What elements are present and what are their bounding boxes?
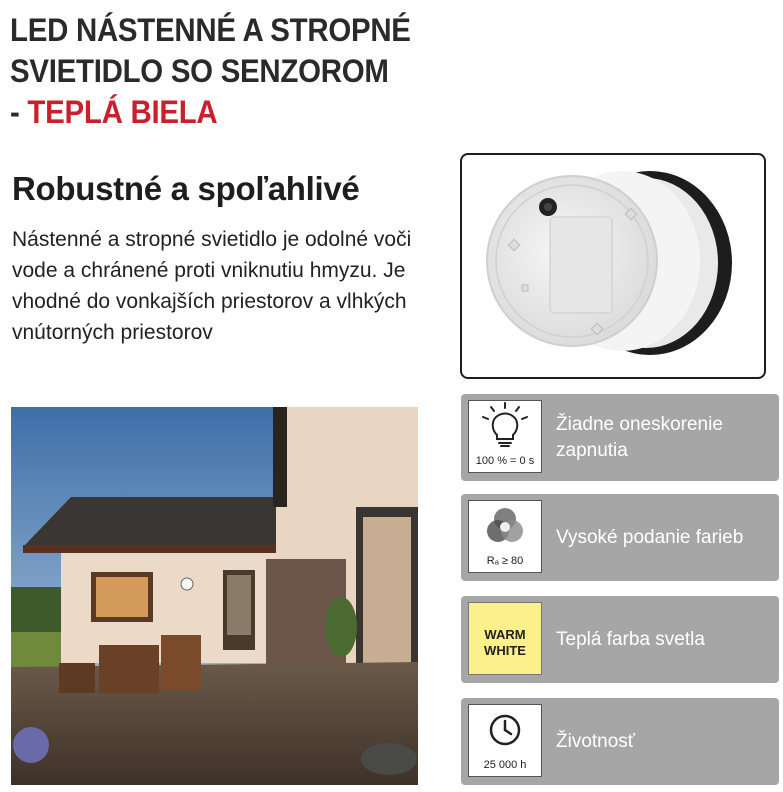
title-accent: TEPLÁ BIELA (27, 94, 218, 130)
page-title (10, 10, 424, 133)
feature-instant-on (461, 394, 779, 481)
warm-white-badge (468, 602, 542, 675)
bulb-icon (469, 401, 541, 451)
title-line-2: SVIETIDLO SO SENZOROM (10, 53, 389, 89)
color-rendering-icon (469, 501, 541, 551)
warm-white-text (469, 627, 541, 659)
warm-text-line1: WARM (484, 627, 526, 642)
clock-icon (469, 705, 541, 755)
title-line-3 (10, 92, 424, 133)
feature-label (556, 494, 776, 581)
feature-label-line1: Žiadne oneskorenie (556, 413, 723, 435)
lamp-illustration (462, 155, 764, 377)
title-line-1: LED NÁSTENNÉ A STROPNÉ (10, 12, 411, 48)
section-heading: Robustné a spoľahlivé (12, 170, 360, 207)
feature-label-line1: Vysoké podanie farieb (556, 526, 744, 548)
product-image (460, 153, 766, 379)
feature-lifetime (461, 698, 779, 785)
feature-icon-box (468, 500, 542, 573)
feature-warm-light (461, 596, 779, 683)
feature-label-line2: zapnutia (556, 439, 628, 461)
feature-label (556, 596, 776, 683)
feature-color-rendering (461, 494, 779, 581)
feature-caption: Rₐ ≥ 80 (486, 555, 524, 567)
title-dash: - (10, 94, 28, 130)
description-text: Nástenné a stropné svietidlo je odolné voči vode a chránené proti vniknutiu hmyzu. Je vhodné do vonkajších priestorov a vlhkých vnútorných priestorov (12, 228, 412, 344)
feature-label-line1: Životnosť (556, 730, 635, 752)
warm-text-line2: WHITE (484, 643, 526, 658)
feature-caption: 25 000 h (483, 759, 527, 771)
feature-caption: 100 % = 0 s (475, 455, 535, 467)
feature-icon-box (468, 704, 542, 777)
feature-label-line1: Teplá farba svetla (556, 628, 705, 650)
house-photo (11, 407, 418, 785)
feature-label (556, 394, 776, 481)
feature-label (556, 698, 776, 785)
house-illustration (11, 407, 418, 785)
feature-icon-box (468, 400, 542, 473)
